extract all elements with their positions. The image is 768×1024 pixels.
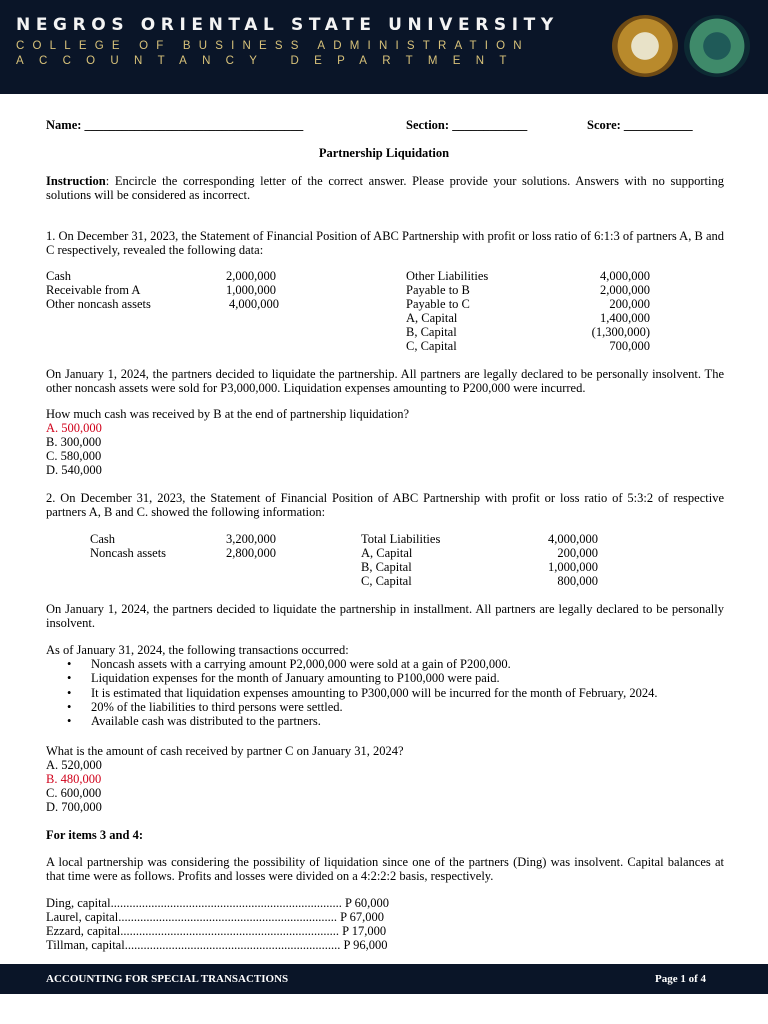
instruction: Instruction: Encircle the corresponding letter of the correct answer. Please provide your solutions. Answers with no supporting solutions will be considered as incorrect. [46,174,724,202]
page-number: Page 1 of 4 [654,973,706,985]
capital-row: Tillman, capital..................................................................... P 96,000 [46,938,388,952]
choice-d[interactable]: D. 540,000 [46,463,102,477]
capital-row: Ezzard, capital...................................................................... P 17,000 [46,924,387,938]
q1-intro: 1. On December 31, 2023, the Statement of Financial Position of ABC Partnership with profit or loss ratio of 6:1:3 of partners A, B and C respectively, revealed the following data: [46,229,724,257]
choice-b[interactable]: B. 300,000 [46,435,102,449]
q2-intro: 2. On December 31, 2023, the Statement of Financial Position of ABC Partnership with profit or loss ratio of 5:3:2 of respective partners A, B and C. showed the following information: [46,491,724,519]
list-item: • 20% of the liabilities to third persons were settled. [60,700,657,714]
q2-narrative: On January 1, 2024, the partners decided to liquidate the partnership in installment. All partners are legally declared to be personally insolvent. [46,602,724,630]
items34-narrative: A local partnership was considering the possibility of liquidation since one of the partners (Ding) was insolvent. Capital balances at that time were as follows. Profits and losses were divided on a 4:2:2:2 basis, respectively. [46,855,724,883]
q2-asset-values: 3,200,000 2,800,000 [226,532,276,560]
q1-liability-values: 4,000,000 2,000,000 200,000 1,400,000 (1,300,000) 700,000 [591,269,650,353]
choice-b[interactable]: B. 480,000 [46,772,102,786]
section-field: Section: ____________ [406,118,528,132]
list-item: • Liquidation expenses for the month of January amounting to P100,000 were paid. [60,671,657,685]
header-banner [0,0,768,94]
choice-a[interactable]: A. 500,000 [46,421,102,435]
capital-row: Ding, capital.......................................................................... P 60,000 [46,896,389,910]
q2-asset-labels: Cash Noncash assets [90,532,167,560]
footer-bar [0,964,768,994]
score-field: Score: ___________ [587,118,693,132]
q1-choices [46,421,102,477]
college-name: COLLEGE OF BUSINESS ADMINISTRATION [16,40,530,52]
name-field: Name: ___________________________________ [46,118,304,132]
q2-question: What is the amount of cash received by partner C on January 31, 2024? [46,744,404,758]
choice-c[interactable]: C. 600,000 [46,786,102,800]
q2-liability-labels: Total Liabilities A, Capital B, Capital C, Capital [361,532,441,588]
q1-liability-labels: Other Liabilities Payable to B Payable to C A, Capital B, Capital C, Capital [406,269,489,353]
choice-d[interactable]: D. 700,000 [46,800,102,814]
list-item: • It is estimated that liquidation expenses amounting to P300,000 will be incurred for the month of February, 2024. [60,686,657,700]
q2-choices [46,758,102,814]
footer-course: ACCOUNTING FOR SPECIAL TRANSACTIONS [46,973,289,985]
q1-asset-values: 2,000,000 1,000,000 4,000,000 [226,269,279,311]
page-title: Partnership Liquidation [318,146,450,160]
university-name: NEGROS ORIENTAL STATE UNIVERSITY [16,15,559,35]
capital-row: Laurel, capital...................................................................... P 67,000 [46,910,385,924]
choice-a[interactable]: A. 520,000 [46,758,102,772]
university-seal-logo [612,15,678,77]
q1-asset-labels: Cash Receivable from A Other noncash assets [46,269,151,311]
q2-liability-values: 4,000,000 200,000 1,000,000 800,000 [548,532,598,588]
list-item: • Noncash assets with a carrying amount P2,000,000 were sold at a gain of P200,000. [60,657,657,671]
choice-c[interactable]: C. 580,000 [46,449,102,463]
department-name: ACCOUNTANCY DEPARTMENT [16,55,522,67]
q1-question: How much cash was received by B at the end of partnership liquidation? [46,407,410,421]
items-heading: For items 3 and 4: [46,828,143,842]
college-seal-logo [684,15,750,77]
q1-narrative: On January 1, 2024, the partners decided to liquidate the partnership. All partners are legally declared to be personally insolvent. The other noncash assets were sold for P3,000,000. Liquidation expenses amounting to P200,000 were incurred. [46,367,724,395]
list-item: • Available cash was distributed to the partners. [60,714,657,728]
q2-transactions-intro: As of January 31, 2024, the following transactions occurred: [46,643,349,657]
q2-transactions-list [60,657,657,728]
